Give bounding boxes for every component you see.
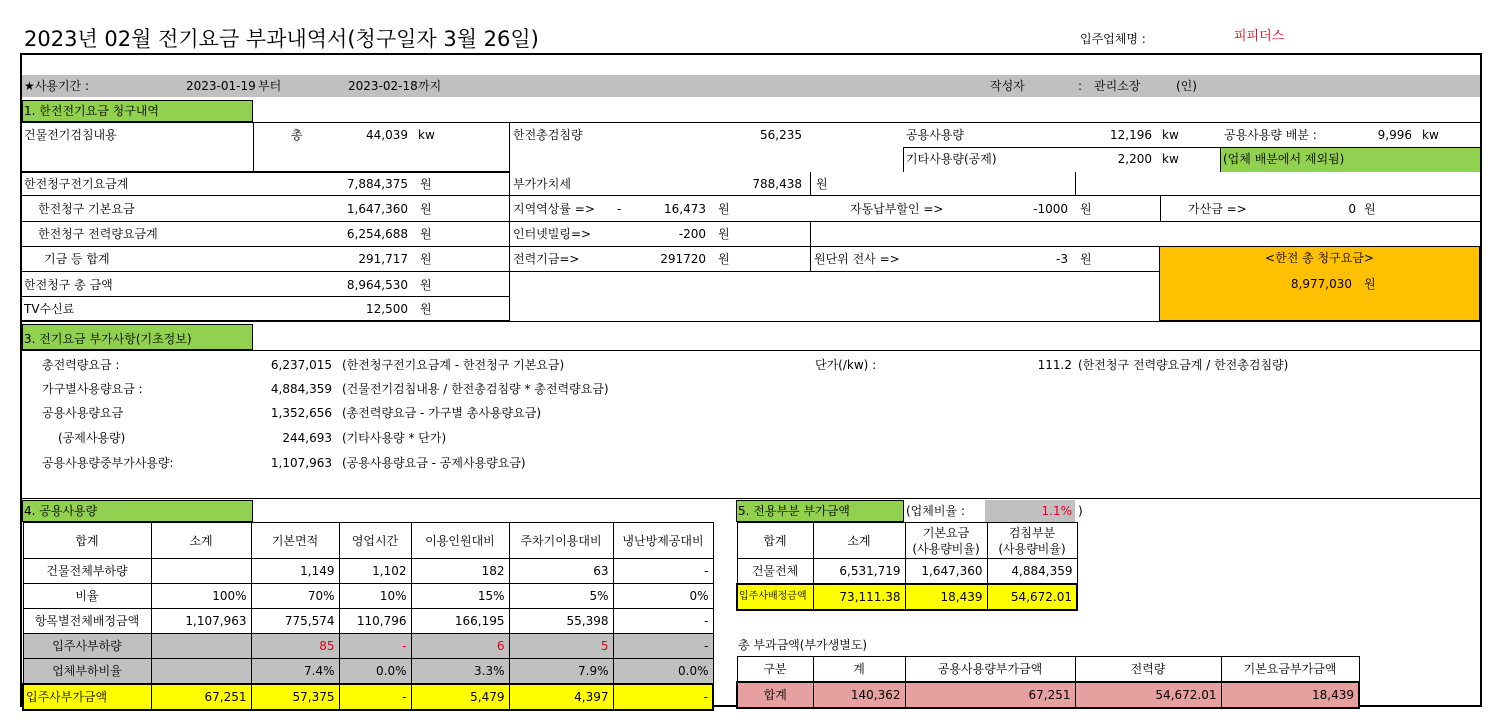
- writer-seal: (인): [1176, 79, 1197, 93]
- truncate-value: -3: [1056, 252, 1068, 266]
- tenant-name: 피피더스: [1234, 29, 1285, 44]
- table-cell: 6: [411, 634, 509, 659]
- table-cell: 140,362: [813, 682, 905, 708]
- table-row: [23, 659, 713, 685]
- row-label: 입주사배정금액: [737, 584, 813, 610]
- base-value: 1,647,360: [346, 202, 408, 216]
- table-cell: 1,149: [251, 559, 339, 584]
- fee-row-sep: [22, 271, 510, 272]
- table-row: [737, 559, 1077, 585]
- ratio-label: (업체비율 :: [906, 504, 965, 518]
- table-cell: 110,796: [339, 609, 411, 634]
- section4-title: 4. 공용사용량: [24, 504, 98, 518]
- table-cell: 70%: [251, 584, 339, 609]
- energy-label: 한전청구 전력량요금계: [38, 227, 158, 241]
- table-cell: [151, 634, 251, 659]
- table-cell: 67,251: [905, 682, 1075, 708]
- page-title: 2023년 02월 전기요금 부과내역서(청구일자 3월 26일): [24, 27, 539, 51]
- table-row: [23, 634, 713, 659]
- table-cell: 0.0%: [339, 659, 411, 685]
- table-cell: 1,102: [339, 559, 411, 584]
- table-cell: 7.9%: [509, 659, 613, 685]
- mid-col-sep: [1075, 172, 1076, 196]
- common-alloc-unit: kw: [1422, 128, 1439, 142]
- table-row: [23, 684, 713, 710]
- kepco-total-bill-unit: 원: [1364, 277, 1376, 291]
- table-cell: -: [613, 609, 713, 634]
- table-cell: 15%: [411, 584, 509, 609]
- total-table: [736, 656, 1360, 709]
- other-usage-unit: kw: [1162, 152, 1179, 166]
- section3-line: [22, 350, 1480, 351]
- writer-colon: :: [1078, 79, 1083, 93]
- col-header: 주차기이용대비: [509, 523, 613, 559]
- section1-bottom-line: [22, 321, 1480, 322]
- table-cell: 10%: [339, 584, 411, 609]
- vat-value: 788,438: [752, 177, 802, 191]
- info-note: (공용사용량요금 - 공제사용량요금): [342, 456, 526, 470]
- won-unit: 원: [1364, 202, 1376, 216]
- col-header: 기본면적: [251, 523, 339, 559]
- period-label: ★사용기간 :: [24, 79, 89, 93]
- row-label: 합계: [737, 682, 813, 708]
- col-header-line: 기본요금: [922, 525, 970, 540]
- unit-price-note: (한전청구 전력량요금계 / 한전총검침량): [1078, 358, 1289, 372]
- table-cell: 775,574: [251, 609, 339, 634]
- info-note: (기타사용량 * 단가): [342, 431, 447, 445]
- common-usage-unit: kw: [1162, 128, 1179, 142]
- grand-total-value: 8,964,530: [346, 278, 408, 292]
- truncate-label: 원단위 전사 =>: [814, 252, 900, 266]
- power-fund-value: 291720: [660, 252, 706, 266]
- autopay-value: -1000: [1033, 202, 1068, 216]
- tv-fee-value: 12,500: [366, 302, 408, 316]
- table-cell: 63: [509, 559, 613, 584]
- exclusive-table: [736, 522, 1078, 611]
- other-usage-value: 2,200: [1117, 152, 1152, 166]
- table-cell: 4,397: [509, 684, 613, 710]
- table-cell: 67,251: [151, 684, 251, 710]
- energy-value: 6,254,688: [346, 227, 408, 241]
- info-value: 6,237,015: [270, 358, 332, 372]
- fee-row-sep: [22, 195, 510, 196]
- section5-title: 5. 전용부분 부가금액: [738, 504, 850, 518]
- col-header: 냉난방제공대비: [613, 523, 713, 559]
- surcharge-label: 가산금 =>: [1188, 202, 1247, 216]
- info-value: 244,693: [282, 431, 332, 445]
- table-row: [23, 609, 713, 634]
- section3-bottom-line: [22, 498, 1480, 499]
- won-unit: 원: [816, 177, 828, 191]
- col-header: 전력량: [1075, 657, 1221, 683]
- table-cell: 57,375: [251, 684, 339, 710]
- table-header-row: [737, 657, 1359, 683]
- table-cell: 0%: [613, 584, 713, 609]
- writer-label: 작성자: [990, 79, 1025, 93]
- won-unit: 원: [718, 202, 730, 216]
- table-cell: 100%: [151, 584, 251, 609]
- row-label: 업체부하비율: [23, 659, 151, 685]
- info-label: 공용사용량중부가사용량:: [42, 456, 174, 470]
- info-label: 공용사용량요금: [42, 406, 124, 420]
- table-cell: 18,439: [905, 584, 987, 610]
- table-cell: 166,195: [411, 609, 509, 634]
- col-header-line: (사용량비율): [998, 541, 1066, 556]
- internet-value: -200: [678, 227, 706, 241]
- col-header: 소계: [813, 523, 905, 559]
- period-from: 2023-01-19: [186, 79, 256, 93]
- col-header: 이용인원대비: [411, 523, 509, 559]
- regional-value: 16,473: [664, 202, 706, 216]
- mid-col-sep: [810, 221, 811, 271]
- row-label: 입주사부가금액: [23, 684, 151, 710]
- kepco-total-label: 한전총검침량: [513, 128, 583, 142]
- info-value: 1,352,656: [270, 406, 332, 420]
- won-unit: 원: [420, 278, 432, 292]
- col-header: 구분: [737, 657, 813, 683]
- table-cell: -: [613, 684, 713, 710]
- table-cell: -: [339, 684, 411, 710]
- info-label: (공제사용량): [58, 431, 126, 445]
- table-cell: 54,672.01: [987, 584, 1077, 610]
- total-section-title: 총 부과금액(부가생별도): [738, 638, 868, 652]
- unit-price-value: 111.2: [1037, 358, 1072, 372]
- col-header: 합계: [737, 523, 813, 559]
- period-to: 2023-02-18: [348, 79, 418, 93]
- table-cell: -: [339, 634, 411, 659]
- col-header: 소계: [151, 523, 251, 559]
- info-label: 가구별사용량요금 :: [42, 382, 143, 396]
- won-unit: 원: [420, 302, 432, 316]
- table-cell: 3.3%: [411, 659, 509, 685]
- table-cell: 4,884,359: [987, 559, 1077, 585]
- table-cell: -: [613, 559, 713, 584]
- table-cell: 5: [509, 634, 613, 659]
- internet-label: 인터넷빌링=>: [513, 227, 592, 241]
- mid-col-sep: [810, 172, 811, 196]
- won-unit: 원: [420, 227, 432, 241]
- tv-fee-label: TV수신료: [24, 302, 75, 316]
- table-row: [737, 584, 1077, 610]
- table-cell: [151, 659, 251, 685]
- regional-dash: -: [617, 202, 622, 216]
- period-to-suffix: 까지: [418, 79, 442, 93]
- section1-title: 1. 한전전기요금 청구내역: [24, 104, 159, 118]
- building-reading-label: 건물전기검침내용: [24, 128, 117, 142]
- other-usage-label: 기타사용량(공제): [906, 152, 997, 166]
- won-unit: 원: [420, 177, 432, 191]
- common-usage-label: 공용사용량: [906, 128, 964, 142]
- table-cell: 5,479: [411, 684, 509, 710]
- common-usage-table: [22, 522, 714, 711]
- writer-name: 관리소장: [1094, 79, 1141, 93]
- other-usage-note: (업체 배분에서 제외됨): [1223, 152, 1345, 166]
- kepco-total-bill-title: <한전 총 청구요금>: [1265, 251, 1374, 265]
- table-cell: -: [613, 634, 713, 659]
- table-cell: 5%: [509, 584, 613, 609]
- fee-row-sep: [22, 296, 510, 297]
- table-cell: [151, 559, 251, 584]
- fee-row-sep: [22, 246, 510, 247]
- building-total-value: 44,039: [366, 128, 408, 142]
- col-header: 영업시간: [339, 523, 411, 559]
- table-row: [737, 682, 1359, 708]
- section3-title: 3. 전기요금 부가사항(기초정보): [24, 332, 192, 346]
- col-header: 공용사용량부가금액: [905, 657, 1075, 683]
- info-note: (한전청구전기요금계 - 한전청구 기본요금): [342, 358, 565, 372]
- info-note: (건물전기검침내용 / 한전총검침량 * 총전력량요금): [342, 382, 609, 396]
- row-label: 비율: [23, 584, 151, 609]
- table-cell: 18,439: [1221, 682, 1359, 708]
- mid-row-sep: [510, 246, 1160, 247]
- col-header: 계: [813, 657, 905, 683]
- common-alloc-value: 9,996: [1377, 128, 1412, 142]
- row-label: 항목별전체배정금액: [23, 609, 151, 634]
- col-header: [905, 523, 987, 559]
- table-cell: 7.4%: [251, 659, 339, 685]
- common-usage-value: 12,196: [1110, 128, 1152, 142]
- table-cell: 182: [411, 559, 509, 584]
- info-value: 4,884,359: [270, 382, 332, 396]
- tenant-label: 입주업체명 :: [1080, 32, 1146, 46]
- table-row: [23, 559, 713, 584]
- mid-row-sep: [510, 221, 1480, 222]
- info-value: 1,107,963: [270, 456, 332, 470]
- col-header-line: 검침부분: [1008, 525, 1056, 540]
- won-unit: 원: [718, 252, 730, 266]
- mid-col-sep: [1160, 196, 1161, 221]
- mid-row-sep: [510, 271, 1160, 272]
- unit-price-label: 단가(/kw) :: [815, 358, 877, 372]
- mid-row-sep: [510, 195, 1480, 196]
- row-label: 건물전체: [737, 559, 813, 585]
- building-total-label: 총: [291, 128, 303, 142]
- col-header: 합계: [23, 523, 151, 559]
- surcharge-value: 0: [1348, 202, 1356, 216]
- table-cell: 6,531,719: [813, 559, 905, 585]
- row-label: 입주사부하량: [23, 634, 151, 659]
- regional-label: 지역역상률 =>: [513, 202, 595, 216]
- common-alloc-label: 공용사용량 배분 :: [1224, 128, 1317, 142]
- won-unit: 원: [420, 252, 432, 266]
- col-header-line: (사용량비율): [912, 541, 980, 556]
- grand-total-label: 한전청구 총 금액: [24, 278, 113, 292]
- col-header: 기본요금부가금액: [1221, 657, 1359, 683]
- col-header: [987, 523, 1077, 559]
- won-unit: 원: [1080, 202, 1092, 216]
- fee-row-sep: [22, 221, 510, 222]
- table-cell: 85: [251, 634, 339, 659]
- kepco-total-bill-value: 8,977,030: [1290, 277, 1352, 291]
- kepco-total-value: 56,235: [760, 128, 802, 142]
- table-cell: 1,647,360: [905, 559, 987, 585]
- bill-label: 한전청구전기요금계: [24, 177, 129, 191]
- row-label: 건물전체부하량: [23, 559, 151, 584]
- table-cell: 73,111.38: [813, 584, 905, 610]
- fund-total-value: 291,717: [358, 252, 408, 266]
- bill-value: 7,884,375: [346, 177, 408, 191]
- period-from-suffix: 부터: [258, 79, 282, 93]
- table-cell: 54,672.01: [1075, 682, 1221, 708]
- won-unit: 원: [718, 227, 730, 241]
- autopay-label: 자동납부할인 =>: [850, 202, 944, 216]
- won-unit: 원: [1080, 252, 1092, 266]
- fund-total-label: 기금 등 합계: [44, 252, 110, 266]
- table-row: [23, 584, 713, 609]
- info-label: 총전력량요금 :: [42, 358, 120, 372]
- ratio-close: ): [1078, 504, 1083, 518]
- table-cell: 1,107,963: [151, 609, 251, 634]
- building-total-unit: kw: [418, 128, 435, 142]
- won-unit: 원: [420, 202, 432, 216]
- vat-label: 부가가치세: [513, 177, 571, 191]
- ratio-value: 1.1%: [1041, 504, 1072, 518]
- power-fund-label: 전력기금=>: [513, 252, 580, 266]
- table-cell: 55,398: [509, 609, 613, 634]
- table-cell: 0.0%: [613, 659, 713, 685]
- info-note: (총전력량요금 - 가구별 총사용량요금): [342, 406, 542, 420]
- base-label: 한전청구 기본요금: [38, 202, 135, 216]
